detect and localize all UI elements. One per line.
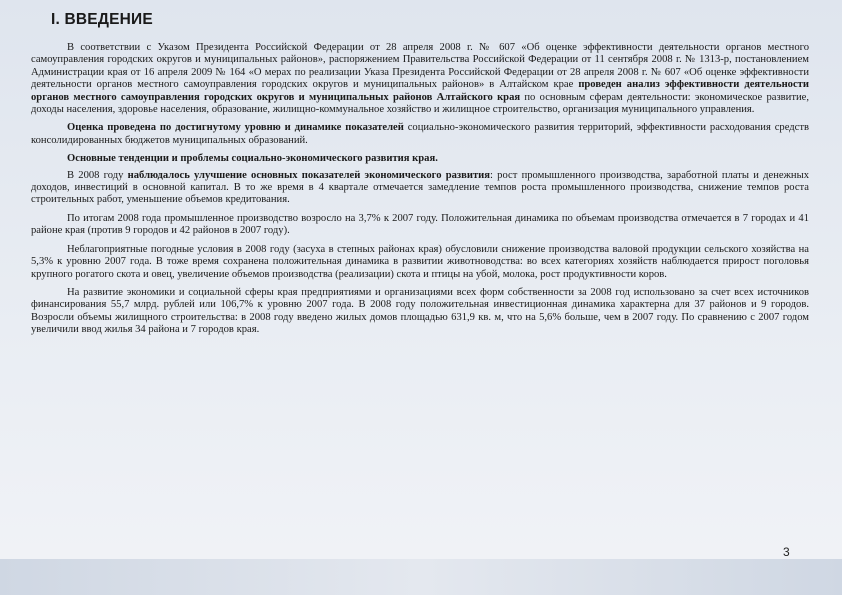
paragraph-economy-emphasis: наблюдалось улучшение основных показателей экономического развития: [127, 169, 491, 181]
paragraph-assessment-text: социально-экономического развития территорий, эффективности расходования средств консолидированных бюджетов муниципальных образований.: [31, 122, 809, 146]
paragraph-intro-tail: по основным сферам деятельности: экономическое развитие, доходы населения, здоровье населения, образование, жилищно-коммунальное хозяйство и жилищное строительство, организация муниципального управления.: [31, 91, 809, 116]
section-heading-trends: Основные тенденции и проблемы социально-экономического развития края.: [67, 153, 438, 165]
slide-footer-band: [0, 559, 842, 595]
paragraph-economy: [31, 170, 809, 207]
slide-title: I. ВВЕДЕНИЕ: [51, 11, 153, 28]
paragraph-economy-text: : рост промышленного производства, заработной платы и денежных доходов, инвестиций в основной капитал. В то же время в 4 квартале отмечается замедление темпов роста промышленного производства, снижение темпов роста строительных работ, уменьшение объемов кредитования.: [31, 169, 809, 206]
paragraph-economy-lead: В 2008 году: [67, 169, 128, 181]
page-number: 3: [783, 545, 790, 559]
paragraph-intro: [31, 42, 809, 116]
paragraph-industry: По итогам 2008 года промышленное производство возросло на 3,7% к 2007 году. Положительная динамика по объемам производства отмечается в 7 городах и 41 районе края (против 9 городов и 42 районов в 2007 году).: [31, 212, 809, 237]
paragraph-intro-text: В соответствии с Указом Президента Российской Федерации от 28 апреля 2008 г. № 607 «Об оценке эффективности деятельности органов местного самоуправления городских округов и муниципальных районов», распоряжением Правительства Российской Федерации от 11 сентября 2008 г. № 1313-р, постановлением Администрации края от 16 апреля 2009 № 164 «О мерах по реализации Указа Президента Российской Федерации от 28 апреля 2008 г. № 607 «Об оценке эффективности деятельности органов местного самоуправления городских округов и муниципальных районов» в Алтайском крае: [31, 42, 809, 91]
paragraph-investment: На развитие экономики и социальной сферы края предприятиями и организациями всех форм собственности за 2008 год использовано за счет всех источников финансирования 55,7 млрд. рублей или 106,7% к уровню 2007 года. В 2008 году положительная инвестиционная динамика характерна для 37 районов и 9 городов. Возросли объемы жилищного строительства: в 2008 году введено жилых домов площадью 631,9 кв. м, что на 5,6% больше, чем в 2007 году. По сравнению с 2007 годом увеличили ввод жилья 34 района и 7 городов края.: [31, 286, 809, 336]
paragraph-agriculture: Неблагоприятные погодные условия в 2008 году (засуха в степных районах края) обусловили снижение производства валовой продукции сельского хозяйства на 5,3% к уровню 2007 года. В тоже время сохранена положительная динамика в развитии животноводства: во всех категориях хозяйств наблюдается прирост поголовья крупного рогатого скота и овец, увеличение объемов производства (реализации) скота и птицы на убой, молока, рост продуктивности коров.: [31, 243, 809, 280]
paragraph-assessment: [31, 122, 809, 147]
slide-body: [31, 42, 809, 343]
paragraph-intro-emphasis: проведен анализ эффективности деятельности органов местного самоуправления городских округов и муниципальных районов Алтайского края: [31, 79, 809, 103]
paragraph-assessment-emphasis: Оценка проведена по достигнутому уровню и динамике показателей: [67, 122, 404, 134]
